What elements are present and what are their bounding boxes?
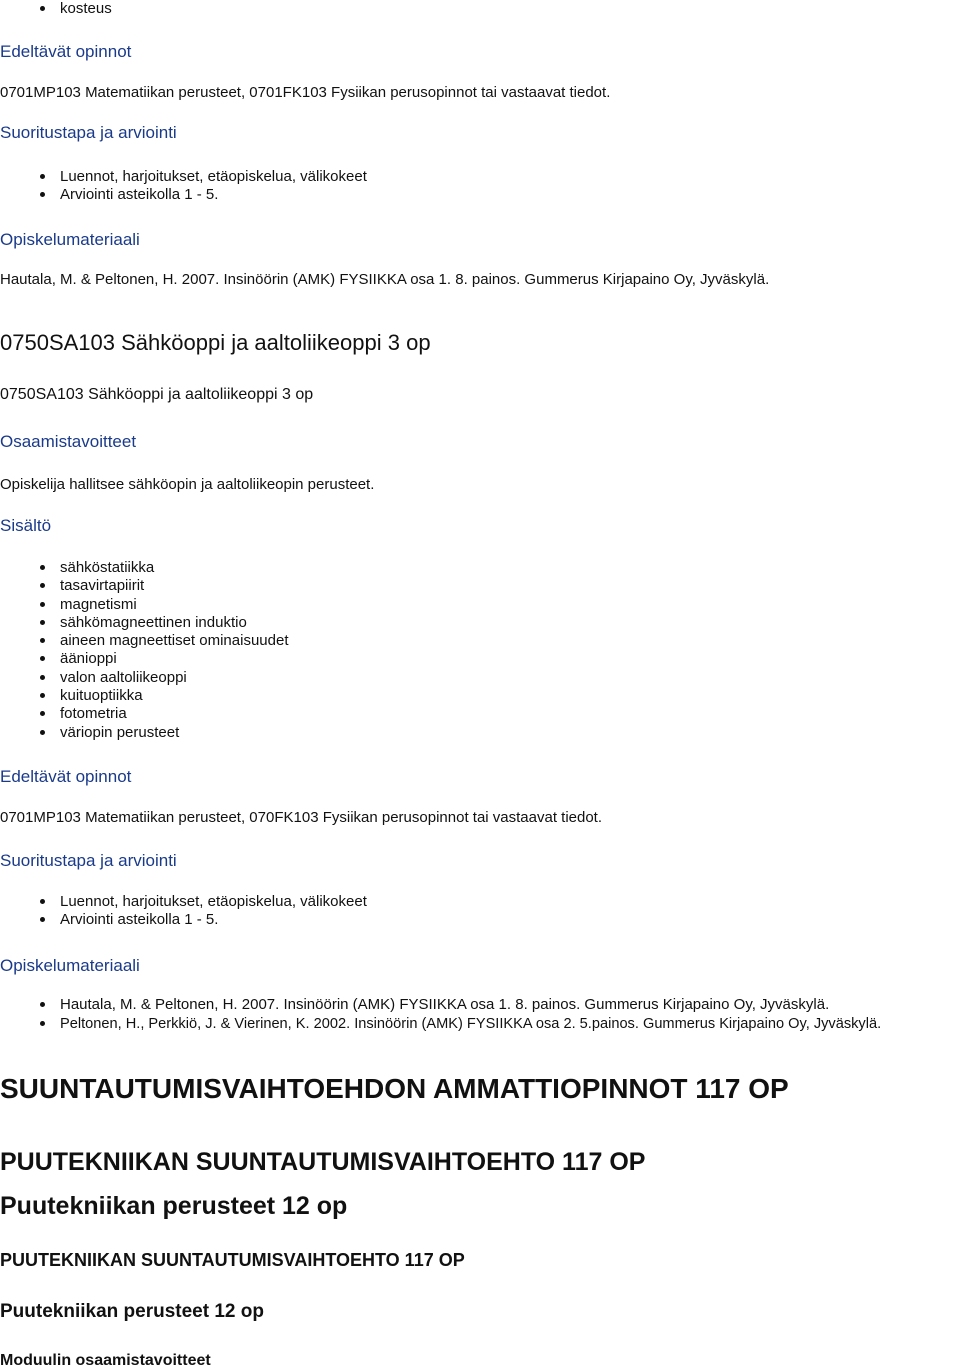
list-item: väriopin perusteet [60, 724, 180, 741]
subheading-puutekniikka: PUUTEKNIIKAN SUUNTAUTUMISVAIHTOEHTO 117 OP [0, 1250, 465, 1270]
section-heading-material: Opiskelumateriaali [0, 956, 140, 975]
goals-text: Opiskelija hallitsee sähköopin ja aaltoliikeopin perusteet. [0, 476, 375, 493]
bullet [40, 1002, 45, 1007]
bullet [40, 565, 45, 570]
list-item: kuituoptiikka [60, 687, 143, 704]
list-item: Luennot, harjoitukset, etäopiskelua, välikokeet [60, 893, 367, 910]
section-heading-material: Opiskelumateriaali [0, 230, 140, 249]
list-item: fotometria [60, 705, 127, 722]
list-item: Hautala, M. & Peltonen, H. 2007. Insinöörin (AMK) FYSIIKKA osa 1. 8. painos. Gummerus Kirjapaino Oy, Jyväskylä. [60, 996, 830, 1013]
bullet [40, 6, 45, 11]
bullet [40, 656, 45, 661]
heading-puutekniikka: PUUTEKNIIKAN SUUNTAUTUMISVAIHTOEHTO 117 OP [0, 1148, 646, 1176]
list-item: sähköstatiikka [60, 559, 155, 576]
section-heading-method: Suoritustapa ja arviointi [0, 123, 177, 142]
section-heading-goals: Osaamistavoitteet [0, 432, 137, 451]
list-item: Peltonen, H., Perkkiö, J. & Vierinen, K. 2002. Insinöörin (AMK) FYSIIKKA osa 2. 5.painos. Gummerus Kirjapaino Oy, Jyväskylä. [60, 1016, 882, 1032]
list-item: valon aaltoliikeoppi [60, 669, 187, 686]
section-heading-method: Suoritustapa ja arviointi [0, 851, 177, 870]
bullet [40, 602, 45, 607]
course-title: 0750SA103 Sähköoppi ja aaltoliikeoppi 3 op [0, 330, 431, 355]
list-item: äänioppi [60, 650, 117, 667]
prereq-text: 0701MP103 Matematiikan perusteet, 070FK103 Fysiikan perusopinnot tai vastaavat tiedot. [0, 809, 603, 826]
bullet [40, 1021, 45, 1026]
list-item: Arviointi asteikolla 1 - 5. [60, 911, 219, 928]
list-item: kosteus [60, 0, 112, 17]
bullet [40, 192, 45, 197]
material-text: Hautala, M. & Peltonen, H. 2007. Insinöörin (AMK) FYSIIKKA osa 1. 8. painos. Gummerus Kirjapaino Oy, Jyväskylä. [0, 271, 770, 288]
list-item: Arviointi asteikolla 1 - 5. [60, 186, 219, 203]
bullet [40, 899, 45, 904]
bullet [40, 730, 45, 735]
module-goals-heading: Moduulin osaamistavoitteet [0, 1352, 211, 1369]
bullet [40, 693, 45, 698]
subheading-perusteet: Puutekniikan perusteet 12 op [0, 1301, 264, 1322]
bullet [40, 638, 45, 643]
section-heading-content: Sisältö [0, 516, 52, 535]
section-heading-prereq: Edeltävät opinnot [0, 767, 132, 786]
list-item: Luennot, harjoitukset, etäopiskelua, välikokeet [60, 168, 367, 185]
section-heading-prereq: Edeltävät opinnot [0, 42, 132, 61]
bullet [40, 675, 45, 680]
heading-perusteet: Puutekniikan perusteet 12 op [0, 1192, 348, 1220]
course-subtitle: 0750SA103 Sähköoppi ja aaltoliikeoppi 3 op [0, 386, 314, 403]
bullet [40, 620, 45, 625]
bullet [40, 711, 45, 716]
list-item: aineen magneettiset ominaisuudet [60, 632, 289, 649]
main-heading: SUUNTAUTUMISVAIHTOEHDON AMMATTIOPINNOT 117 OP [0, 1073, 789, 1104]
bullet [40, 583, 45, 588]
bullet [40, 917, 45, 922]
list-item: sähkömagneettinen induktio [60, 614, 247, 631]
prereq-text: 0701MP103 Matematiikan perusteet, 0701FK103 Fysiikan perusopinnot tai vastaavat tiedot. [0, 84, 611, 101]
bullet [40, 174, 45, 179]
list-item: tasavirtapiirit [60, 577, 145, 594]
list-item: magnetismi [60, 596, 137, 613]
